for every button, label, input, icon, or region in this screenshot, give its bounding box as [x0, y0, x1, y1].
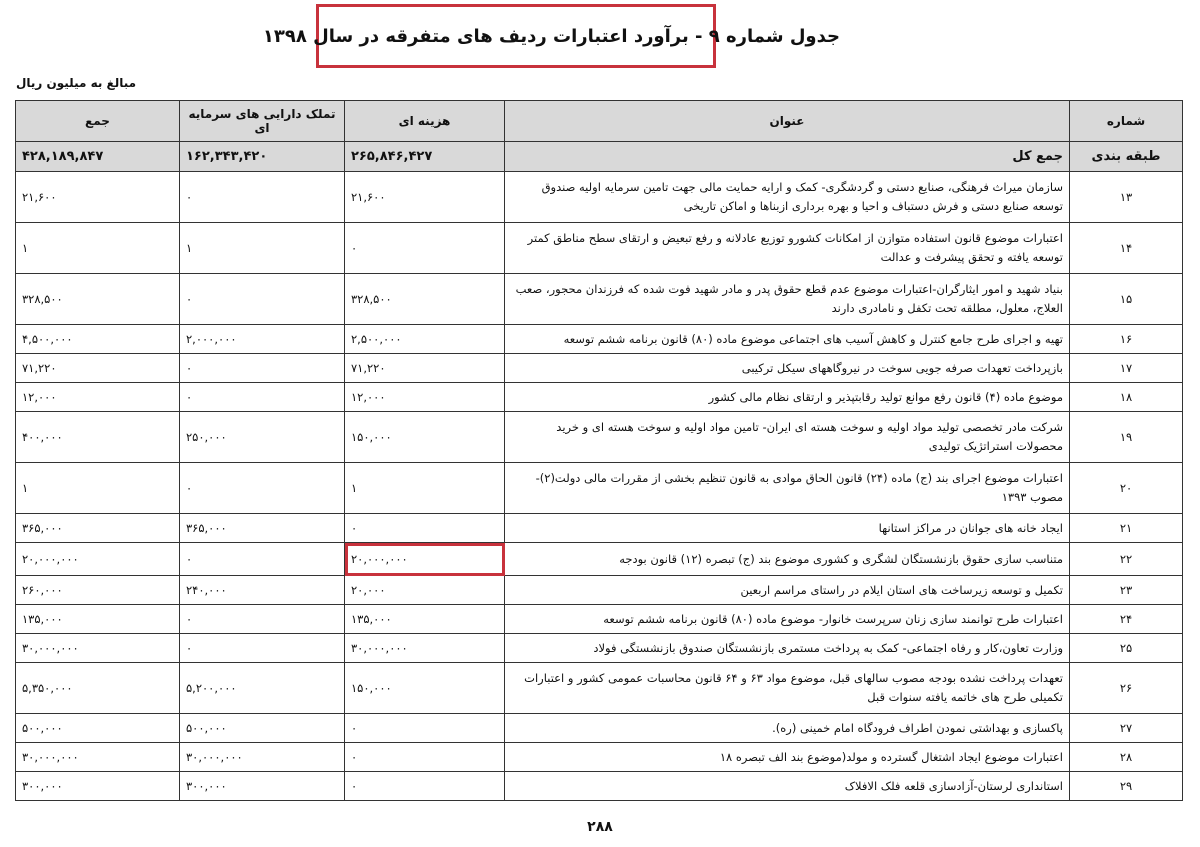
row-cost: ۰	[345, 223, 505, 274]
row-total: ۳۶۵,۰۰۰	[16, 514, 180, 543]
row-title: شرکت مادر تخصصی تولید مواد اولیه و سوخت هسته ای ایران- تامین مواد اولیه و سوخت هسته ای و خرید محصولات استراتژیک تولیدی	[505, 412, 1070, 463]
table-row	[16, 714, 1183, 743]
row-cost: ۰	[345, 514, 505, 543]
row-capital: ۰	[180, 274, 345, 325]
row-title: اعتبارات موضوع اجرای بند (ج) ماده (۲۴) قانون الحاق موادی به قانون تنظیم بخشی از مقررات مالی دولت(۲)- مصوب ۱۳۹۳	[505, 463, 1070, 514]
row-total: ۱۳۵,۰۰۰	[16, 605, 180, 634]
row-cost: ۰	[345, 772, 505, 801]
page-title: جدول شماره ۹ - برآورد اعتبارات ردیف های متفرقه در سال ۱۳۹۸	[262, 26, 840, 47]
summary-row	[16, 142, 1183, 172]
row-cost: ۲۰,۰۰۰	[345, 576, 505, 605]
row-number: ۱۴	[1070, 223, 1183, 274]
row-total: ۳۰۰,۰۰۰	[16, 772, 180, 801]
row-number: ۲۴	[1070, 605, 1183, 634]
row-capital: ۳۰۰,۰۰۰	[180, 772, 345, 801]
table-row	[16, 412, 1183, 463]
table-row	[16, 514, 1183, 543]
header-capital: تملک دارایی های سرمایه ای	[180, 101, 345, 142]
table-row	[16, 605, 1183, 634]
header-row	[16, 101, 1183, 142]
row-number: ۱۷	[1070, 354, 1183, 383]
row-number: ۲۹	[1070, 772, 1183, 801]
row-cost: ۰	[345, 743, 505, 772]
row-total: ۱	[16, 223, 180, 274]
table-row	[16, 743, 1183, 772]
row-number: ۲۲	[1070, 543, 1183, 576]
row-capital: ۰	[180, 383, 345, 412]
table-row	[16, 634, 1183, 663]
table-row	[16, 543, 1183, 576]
row-title: متناسب سازی حقوق بازنشستگان لشگری و کشوری موضوع بند (ج) تبصره (۱۲) قانون بودجه	[505, 543, 1070, 576]
row-total: ۵,۳۵۰,۰۰۰	[16, 663, 180, 714]
row-capital: ۰	[180, 605, 345, 634]
appropriations-table	[15, 100, 1183, 801]
row-cost: ۲۱,۶۰۰	[345, 172, 505, 223]
row-total: ۵۰۰,۰۰۰	[16, 714, 180, 743]
table-row	[16, 663, 1183, 714]
table-row	[16, 274, 1183, 325]
row-total: ۲۶۰,۰۰۰	[16, 576, 180, 605]
table-row	[16, 383, 1183, 412]
row-total: ۴,۵۰۰,۰۰۰	[16, 325, 180, 354]
summary-classification: طبقه بندی	[1070, 142, 1183, 172]
row-capital: ۵۰۰,۰۰۰	[180, 714, 345, 743]
table-row	[16, 576, 1183, 605]
row-capital: ۰	[180, 634, 345, 663]
row-cost: ۱۵۰,۰۰۰	[345, 412, 505, 463]
row-title: موضوع ماده (۴) قانون رفع موانع تولید رقابتپذیر و ارتقای نظام مالی کشور	[505, 383, 1070, 412]
row-number: ۲۱	[1070, 514, 1183, 543]
row-capital: ۰	[180, 172, 345, 223]
row-number: ۲۸	[1070, 743, 1183, 772]
row-cost: ۱۲,۰۰۰	[345, 383, 505, 412]
row-title: پاکسازی و بهداشتی نمودن اطراف فرودگاه امام خمینی (ره).	[505, 714, 1070, 743]
row-capital: ۱	[180, 223, 345, 274]
summary-total: ۴۲۸,۱۸۹,۸۴۷	[16, 142, 180, 172]
row-cost: ۱	[345, 463, 505, 514]
summary-cost: ۲۶۵,۸۴۶,۴۲۷	[345, 142, 505, 172]
row-number: ۲۳	[1070, 576, 1183, 605]
row-capital: ۰	[180, 354, 345, 383]
row-total: ۱۲,۰۰۰	[16, 383, 180, 412]
table-row	[16, 354, 1183, 383]
row-capital: ۲۵۰,۰۰۰	[180, 412, 345, 463]
row-title: بازپرداخت تعهدات صرفه جویی سوخت در نیروگاههای سیکل ترکیبی	[505, 354, 1070, 383]
row-capital: ۳۶۵,۰۰۰	[180, 514, 345, 543]
summary-label: جمع کل	[505, 142, 1070, 172]
row-total: ۳۰,۰۰۰,۰۰۰	[16, 634, 180, 663]
header-total: جمع	[16, 101, 180, 142]
row-title: اعتبارات موضوع ایجاد اشتغال گسترده و مولد(موضوع بند الف تبصره ۱۸	[505, 743, 1070, 772]
row-capital: ۳۰,۰۰۰,۰۰۰	[180, 743, 345, 772]
row-capital: ۲۴۰,۰۰۰	[180, 576, 345, 605]
row-total: ۲۰,۰۰۰,۰۰۰	[16, 543, 180, 576]
row-number: ۲۵	[1070, 634, 1183, 663]
row-capital: ۰	[180, 543, 345, 576]
table-row	[16, 772, 1183, 801]
table-row	[16, 172, 1183, 223]
table-row	[16, 463, 1183, 514]
row-capital: ۵,۲۰۰,۰۰۰	[180, 663, 345, 714]
row-number: ۱۸	[1070, 383, 1183, 412]
row-cost: ۲۰,۰۰۰,۰۰۰	[345, 543, 505, 576]
row-title: اعتبارات طرح توانمند سازی زنان سرپرست خانوار- موضوع ماده (۸۰) قانون برنامه ششم توسعه	[505, 605, 1070, 634]
row-number: ۲۰	[1070, 463, 1183, 514]
row-title: تعهدات پرداخت نشده بودجه مصوب سالهای قبل، موضوع مواد ۶۳ و ۶۴ قانون محاسبات عمومی کشور و اعتبارات تکمیلی طرح های خاتمه یافته سنوات قبل	[505, 663, 1070, 714]
row-number: ۲۷	[1070, 714, 1183, 743]
header-number: شماره	[1070, 101, 1183, 142]
row-capital: ۰	[180, 463, 345, 514]
row-number: ۱۳	[1070, 172, 1183, 223]
row-title: ایجاد خانه های جوانان در مراکز استانها	[505, 514, 1070, 543]
row-title: تهیه و اجرای طرح جامع کنترل و کاهش آسیب های اجتماعی موضوع ماده (۸۰) قانون برنامه ششم توسعه	[505, 325, 1070, 354]
row-title: اعتبارات موضوع قانون استفاده متوازن از امکانات کشورو توزیع عادلانه و رفع تبعیض و ارتقای سطح مناطق کمتر توسعه یافته و تحقق پیشرفت و عدالت	[505, 223, 1070, 274]
row-title: تکمیل و توسعه زیرساخت های استان ایلام در راستای مراسم اربعین	[505, 576, 1070, 605]
row-total: ۲۱,۶۰۰	[16, 172, 180, 223]
header-title: عنوان	[505, 101, 1070, 142]
row-cost: ۷۱,۲۲۰	[345, 354, 505, 383]
row-title: بنیاد شهید و امور ایثارگران-اعتبارات موضوع عدم قطع حقوق پدر و مادر شهید فوت شده که فرزندان محجور، صعب العلاج، معلول، مطلقه تحت تکفل و نامادری دارند	[505, 274, 1070, 325]
row-total: ۳۰,۰۰۰,۰۰۰	[16, 743, 180, 772]
unit-note: مبالغ به میلیون ریال	[16, 76, 137, 90]
table-row	[16, 325, 1183, 354]
row-total: ۱	[16, 463, 180, 514]
row-total: ۳۲۸,۵۰۰	[16, 274, 180, 325]
row-number: ۲۶	[1070, 663, 1183, 714]
row-number: ۱۹	[1070, 412, 1183, 463]
header-cost: هزینه ای	[345, 101, 505, 142]
page-number: ۲۸۸	[587, 819, 613, 835]
table-row	[16, 223, 1183, 274]
row-title: وزارت تعاون،کار و رفاه اجتماعی- کمک به پرداخت مستمری بازنشستگان صندوق بازنشستگی فولاد	[505, 634, 1070, 663]
row-title: سازمان میراث فرهنگی، صنایع دستی و گردشگری- کمک و ارایه حمایت مالی جهت تامین سرمایه اولیه صندوق توسعه صنایع دستی و فرش دستباف و احیا و بهره برداری ازبناها و اماکن تاریخی	[505, 172, 1070, 223]
row-number: ۱۶	[1070, 325, 1183, 354]
summary-capital: ۱۶۲,۳۴۳,۴۲۰	[180, 142, 345, 172]
row-cost: ۳۰,۰۰۰,۰۰۰	[345, 634, 505, 663]
row-cost: ۱۵۰,۰۰۰	[345, 663, 505, 714]
row-capital: ۲,۰۰۰,۰۰۰	[180, 325, 345, 354]
row-total: ۴۰۰,۰۰۰	[16, 412, 180, 463]
row-cost: ۲,۵۰۰,۰۰۰	[345, 325, 505, 354]
row-cost: ۰	[345, 714, 505, 743]
row-title: استانداری لرستان-آزادسازی قلعه فلک الافلاک	[505, 772, 1070, 801]
row-cost: ۱۳۵,۰۰۰	[345, 605, 505, 634]
row-total: ۷۱,۲۲۰	[16, 354, 180, 383]
row-number: ۱۵	[1070, 274, 1183, 325]
row-cost: ۳۲۸,۵۰۰	[345, 274, 505, 325]
